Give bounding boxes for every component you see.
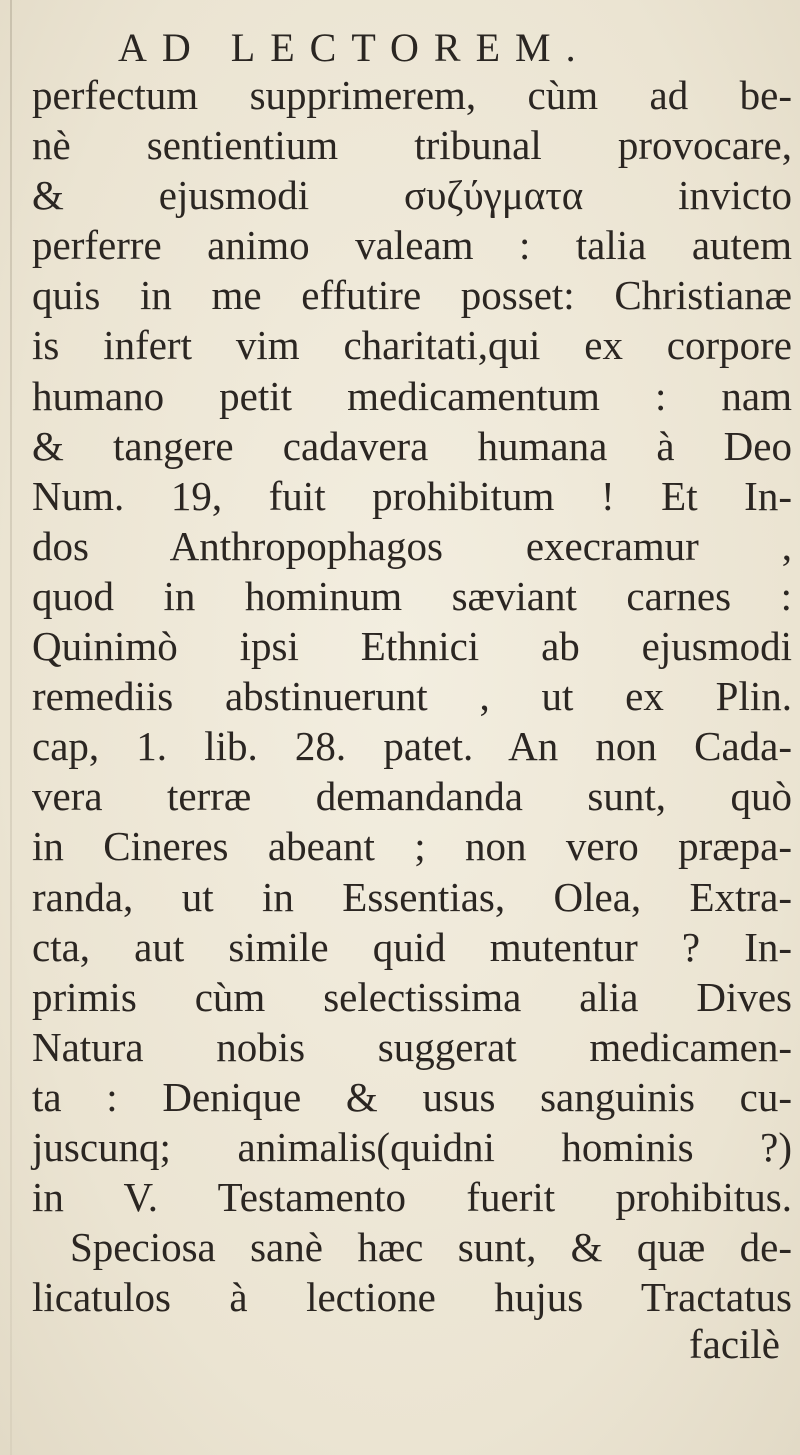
text-line: humano petit medicamentum : nam	[32, 372, 792, 419]
text-line: ta : Denique & usus sanguinis cu-	[32, 1073, 792, 1120]
text-line: & tangere cadavera humana à Deo	[32, 422, 792, 469]
text-line: in V. Testamento fuerit prohibitus.	[32, 1174, 792, 1221]
text-line: Num. 19, fuit prohibitum ! Et In-	[32, 472, 792, 519]
running-title: AD LECTOREM.	[118, 25, 591, 70]
text-line: nè sentientium tribunal provocare,	[32, 122, 792, 169]
text-line: Speciosa sanè hæc sunt, & quæ de-	[70, 1224, 792, 1271]
text-line: Natura nobis suggerat medicamen-	[32, 1023, 792, 1070]
text-line: in Cineres abeant ; non vero præpa-	[32, 823, 792, 870]
text-line: cap, 1. lib. 28. patet. An non Cada-	[32, 723, 792, 770]
text-line: & ejusmodi συζύγματα invicto	[32, 172, 792, 219]
text-line: vera terræ demandanda sunt, quò	[32, 773, 792, 820]
text-line: perfectum supprimerem, cùm ad be-	[32, 72, 792, 118]
text-line: perferre animo valeam : talia autem	[32, 222, 792, 269]
text-line: primis cùm selectissima alia Dives	[32, 973, 792, 1020]
text-line: cta, aut simile quid mutentur ? In-	[32, 923, 792, 970]
text-line: quod in hominum sæviant carnes :	[32, 572, 792, 619]
text-line: is infert vim charitati,qui ex corpore	[32, 322, 792, 369]
text-line: juscunq; animalis(quidni hominis ?)	[32, 1123, 792, 1170]
text-line: quis in me effutire posset: Christianæ	[32, 272, 792, 319]
text-line: dos Anthropophagos execramur ,	[32, 522, 792, 569]
text-line: randa, ut in Essentias, Olea, Extra-	[32, 873, 792, 920]
text-line: licatulos à lectione hujus Tractatus	[32, 1274, 792, 1321]
body-text	[32, 70, 792, 1322]
page-gutter	[10, 0, 12, 1455]
text-line: Quinimò ipsi Ethnici ab ejusmodi	[32, 623, 792, 670]
text-line: remediis abstinuerunt , ut ex Plin.	[32, 673, 792, 720]
catchword: facilè	[688, 1321, 780, 1367]
